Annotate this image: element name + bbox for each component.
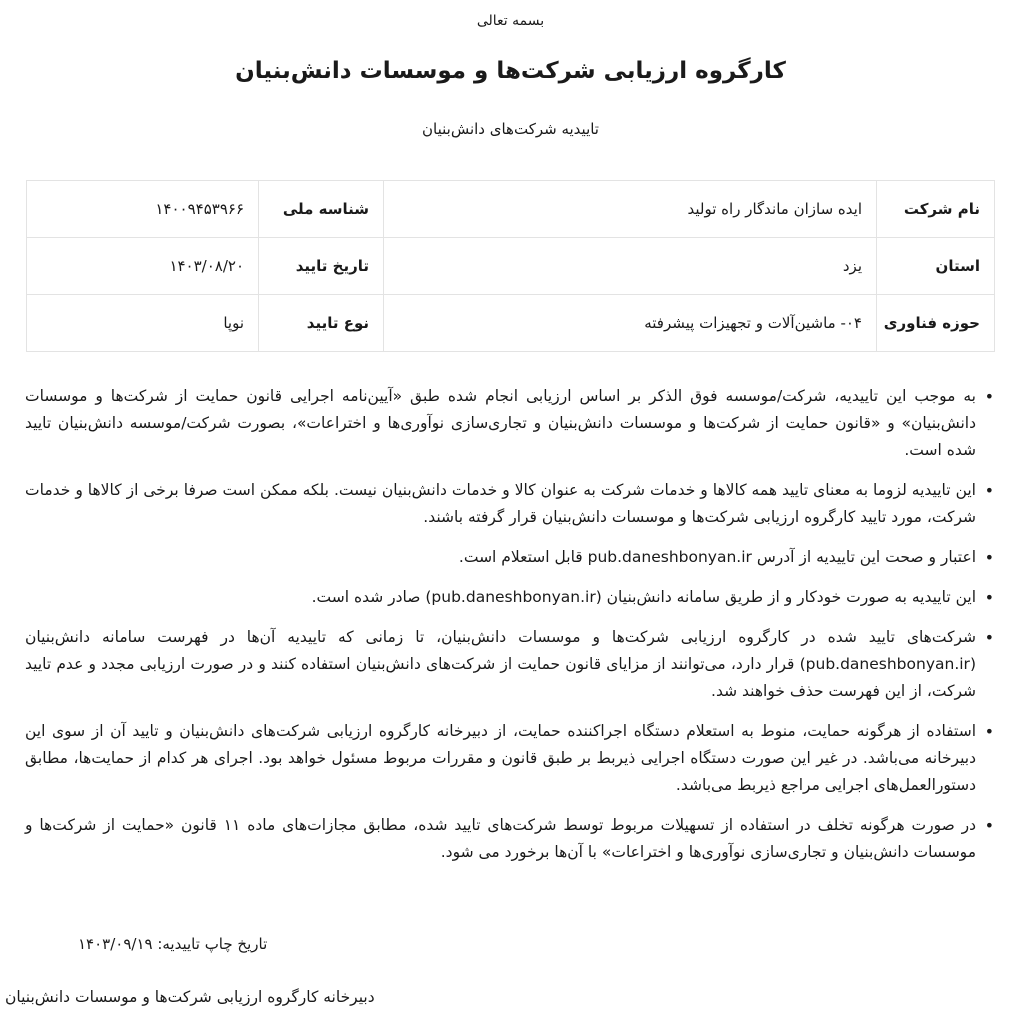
note-item-legal-basis: • به موجب این تاییدیه، شرکت/موسسه فوق الذکر بر اساس ارزیابی انجام شده طبق «آیین‌نامه اجرایی قانون حمایت از شرکت‌ها و موسسات دانش‌بنیان» و «قانون حمایت از شرکت‌ها و موسسات دانش‌بنیان و تجاری‌سازی نوآوری‌ها و اختراعات»، بصورت شرکت/موسسه دانش‌بنیان تایید شده است. [25, 383, 996, 464]
bismillah-text: بسمه تعالی [476, 13, 545, 29]
province-value: یزد [384, 238, 877, 295]
technology-field-label: حوزه فناوری [877, 295, 995, 352]
secretariat-signature: دبیرخانه کارگروه ارزیابی شرکت‌ها و موسسات دانش‌بنیان [5, 988, 375, 1006]
approval-date-label: تاریخ تایید [259, 238, 384, 295]
note-item-benefits: • شرکت‌های تایید شده در کارگروه ارزیابی شرکت‌ها و موسسات دانش‌بنیان، تا زمانی که تاییدیه آن‌ها در فهرست سامانه دانش‌بنیان (pub.daneshbonyan.ir) قرار دارد، می‌توانند از مزایای قانون حمایت از شرکت‌های دانش‌بنیان استفاده کنند و در صورت ارزیابی مجدد و عدم تایید شرکت، از این فهرست حذف خواهند شد. [25, 624, 996, 705]
note-item-violation-penalty: • در صورت هرگونه تخلف در استفاده از تسهیلات مربوط توسط شرکت‌های تایید شده، مطابق مجازات‌های ماده ۱۱ قانون «حمایت از شرکت‌ها و موسسات دانش‌بنیان و تجاری‌سازی نوآوری‌ها و اختراعات» با آن‌ها برخورد می شود. [25, 812, 996, 866]
note-item-verification-url: • اعتبار و صحت این تاییدیه از آدرس pub.daneshbonyan.ir قابل استعلام است. [25, 544, 996, 571]
note-item-support-inquiry: • استفاده از هرگونه حمایت، منوط به استعلام دستگاه اجراکننده حمایت، از دبیرخانه کارگروه ارزیابی شرکت‌های دانش‌بنیان و تایید آن از سوی این دبیرخانه می‌باشد. در غیر این صورت دستگاه اجرایی ذیربط بر طبق قانون و مقررات مربوط مسئول خواهد بود. اجرای هر کدام از حمایت‌ها، مطابق دستورالعمل‌های اجرایی مراجع ذیربط می‌باشد. [25, 718, 996, 799]
note-item-scope: • این تاییدیه لزوما به معنای تایید همه کالاها و خدمات شرکت به عنوان کالا و خدمات دانش‌بنیان نیست. بلکه ممکن است صرفا برخی از کالاها و خدمات شرکت، مورد تایید کارگروه ارزیابی شرکت‌ها و موسسات دانش‌بنیان قرار گرفته باشند. [25, 477, 996, 531]
table-row-company [27, 181, 995, 238]
document-subtitle: تاییدیه شرکت‌های دانش‌بنیان [422, 120, 599, 138]
company-name-value: ایده سازان ماندگار راه تولید [384, 181, 877, 238]
national-id-value: ۱۴۰۰۹۴۵۳۹۶۶ [27, 181, 259, 238]
company-name-label: نام شرکت [877, 181, 995, 238]
national-id-label: شناسه ملی [259, 181, 384, 238]
company-info-table [26, 180, 995, 352]
table-row-province [27, 238, 995, 295]
province-label: استان [877, 238, 995, 295]
table-row-technology [27, 295, 995, 352]
page-title: کارگروه ارزیابی شرکت‌ها و موسسات دانش‌بنیان [235, 58, 786, 84]
approval-date-value: ۱۴۰۳/۰۸/۲۰ [27, 238, 259, 295]
approval-type-label: نوع تایید [259, 295, 384, 352]
note-item-automatic-issue: • این تاییدیه به صورت خودکار و از طریق سامانه دانش‌بنیان (pub.daneshbonyan.ir) صادر شده است. [25, 584, 996, 611]
technology-field-value: ۰۴- ماشین‌آلات و تجهیزات پیشرفته [384, 295, 877, 352]
print-date: تاریخ چاپ تاییدیه: ۱۴۰۳/۰۹/۱۹ [78, 935, 268, 953]
approval-type-value: نوپا [27, 295, 259, 352]
notes-list [25, 383, 996, 866]
